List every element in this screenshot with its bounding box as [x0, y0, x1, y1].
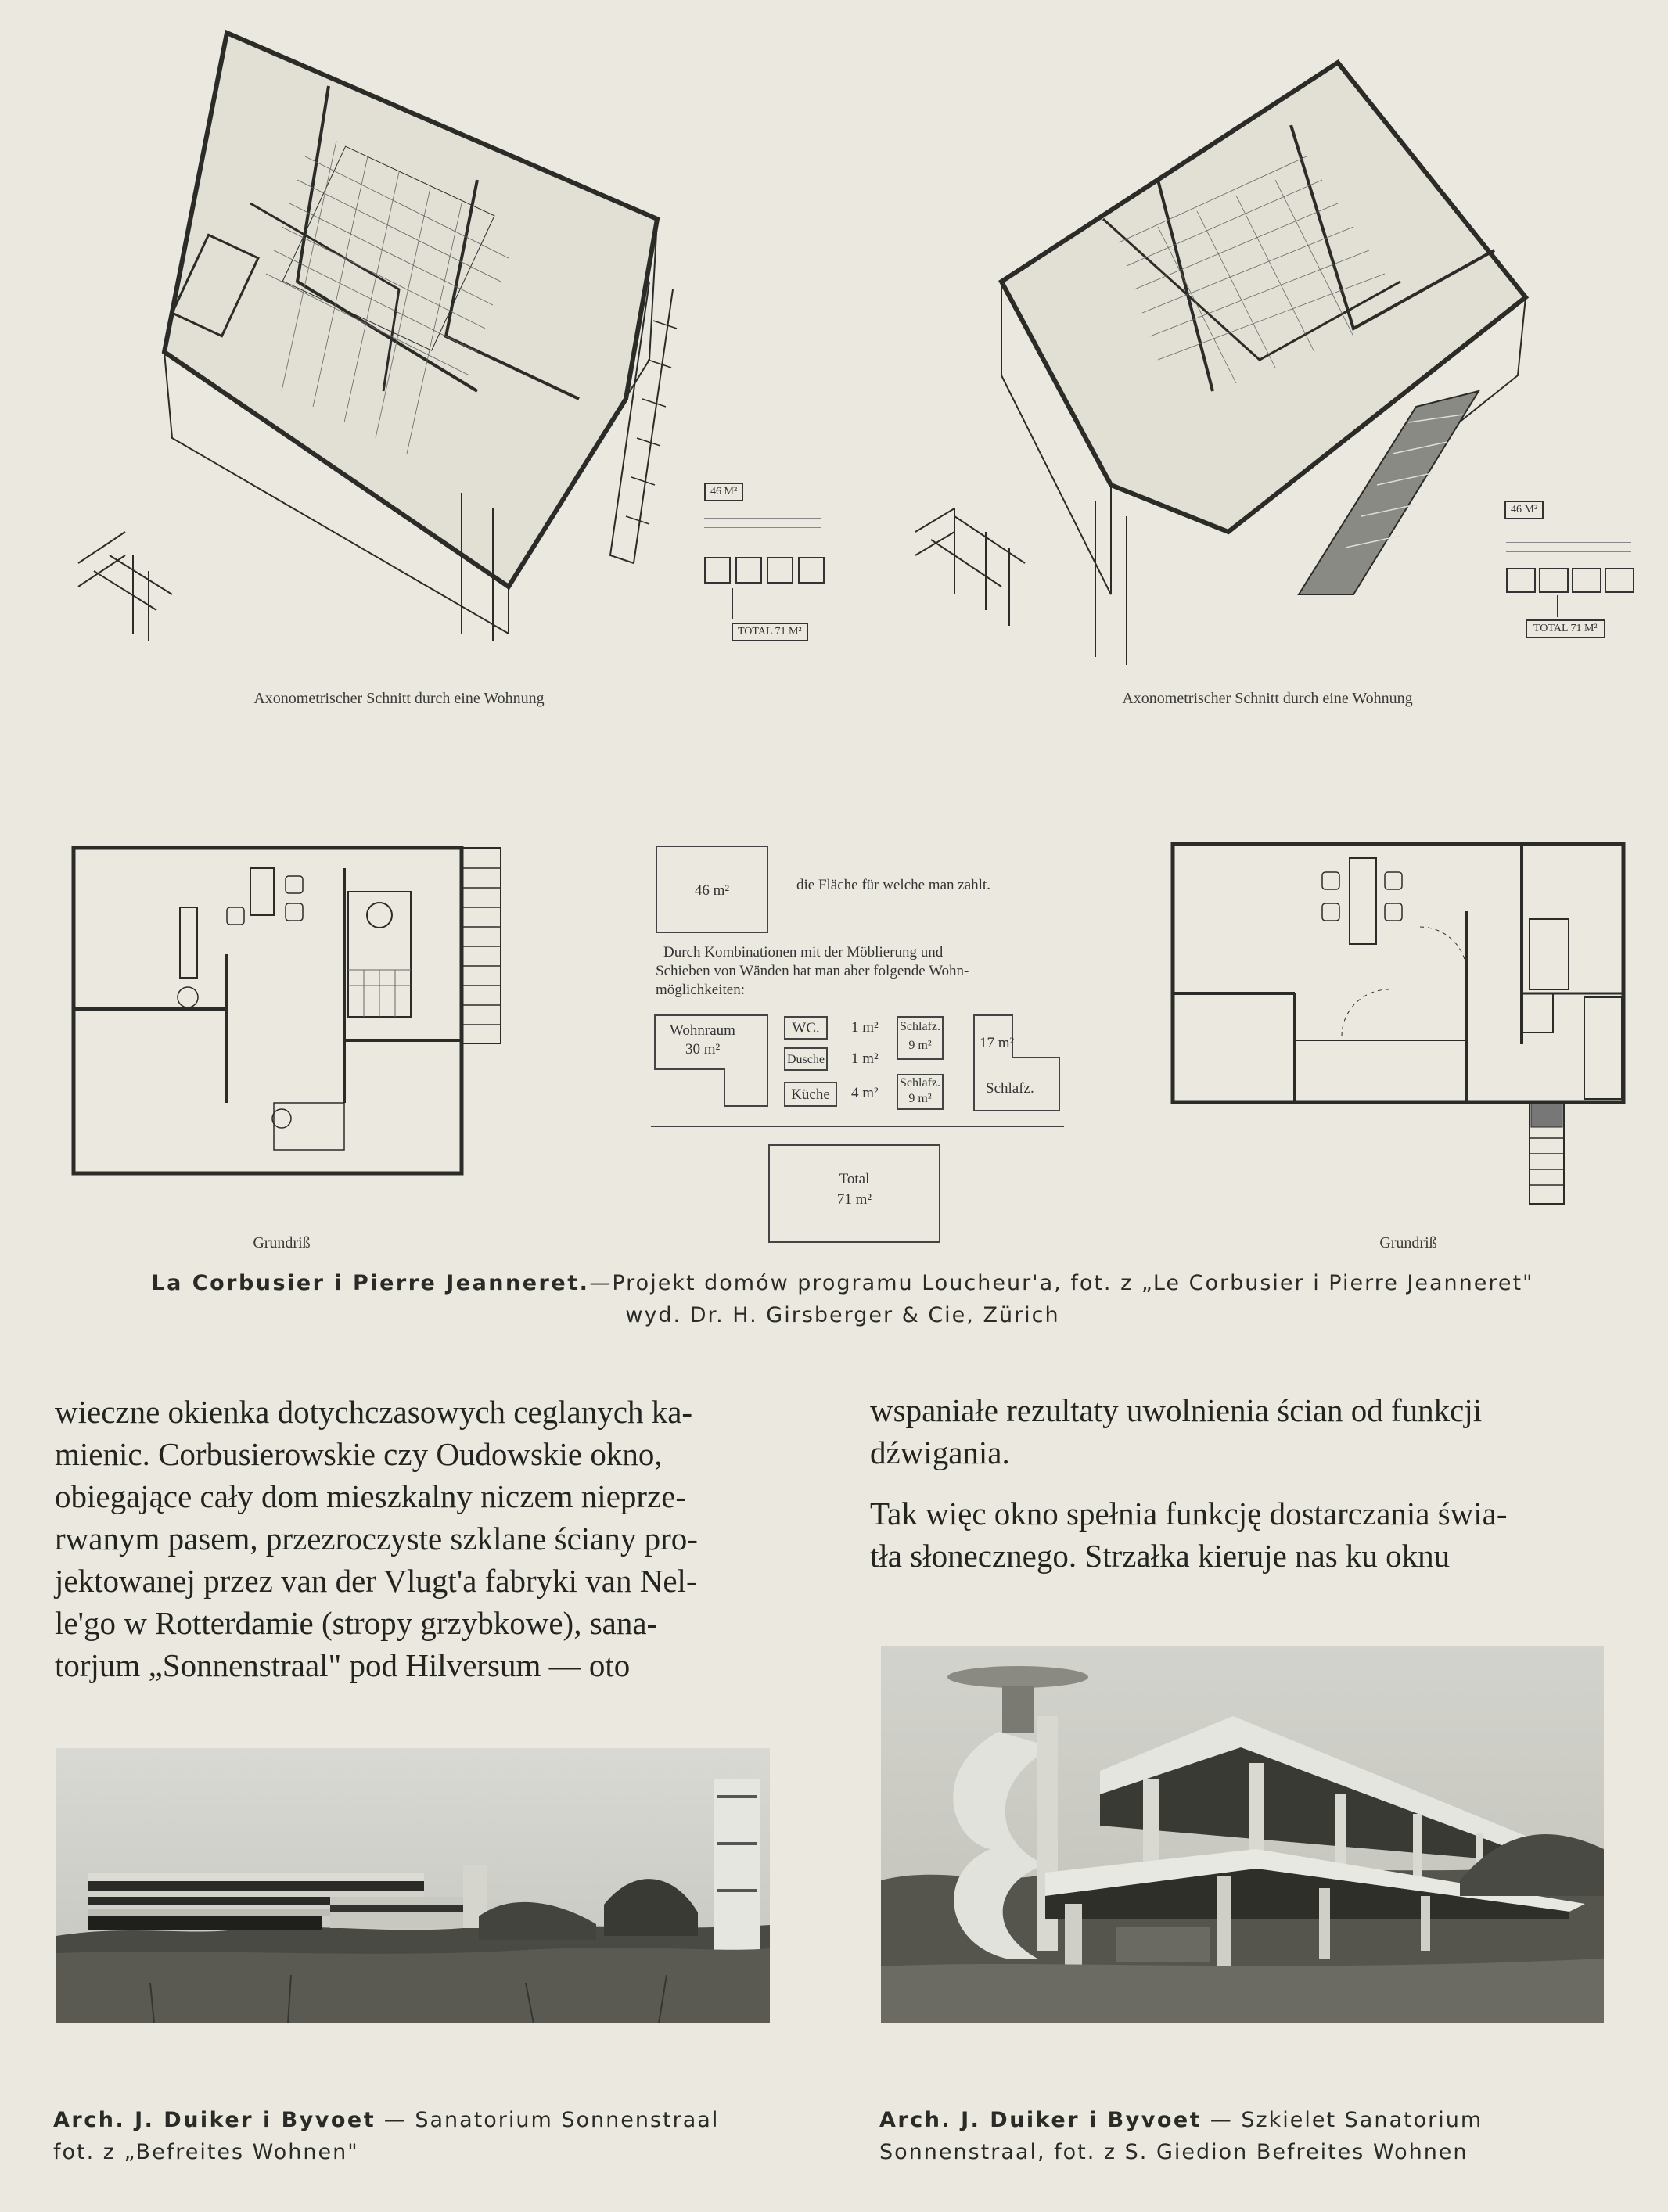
body-left-line: torjum „Sonnenstraal" pod Hilversum — oto — [55, 1647, 631, 1683]
room-17-label: 17 m² — [980, 1035, 1015, 1051]
floor-plan-right — [1170, 841, 1639, 1216]
body-right-line: dźwigania. — [870, 1435, 1010, 1470]
body-left-line: rwanym pasem, przezroczyste szklane ściany pro- — [55, 1521, 698, 1557]
wohnraum-label: Wohnraum — [670, 1022, 735, 1039]
paragraph-spacer — [870, 1474, 1605, 1492]
floor-plan-left — [70, 845, 509, 1181]
photo-sanatorium-exterior — [56, 1748, 770, 2023]
combination-text-line2: Schieben von Wänden hat man aber folgende Wohn- — [656, 963, 969, 979]
total-label: Total — [839, 1171, 870, 1187]
photo-caption-right-line2: Sonnenstraal, fot. z S. Giedion Befreites Wohnen — [879, 2140, 1468, 2164]
photo-caption-left-rest: — Sanatorium Sonnenstraal — [376, 2108, 720, 2132]
combination-text-line1: Durch Kombinationen mit der Möblierung und — [663, 944, 944, 961]
dusche-area: 1 m² — [851, 1050, 879, 1067]
plan-caption-left: Grundriß — [253, 1234, 311, 1251]
legend-total-right: TOTAL 71 M² — [1526, 619, 1605, 638]
paid-area-box: 46 m² — [656, 846, 768, 933]
axonometric-drawing-right — [900, 47, 1541, 673]
body-right-line: Tak więc okno spełnia funkcję dostarczania świa- — [870, 1496, 1508, 1532]
photo-caption-left-line2: fot. z „Befreites Wohnen" — [53, 2140, 359, 2164]
body-left-line: jektowanej przez van der Vlugt'a fabryki van Nel- — [55, 1563, 697, 1599]
photo-caption-right-line1 — [879, 2104, 1630, 2136]
photo-caption-right-authors: Arch. J. Duiker i Byvoet — [879, 2108, 1202, 2132]
legend-area-right: 46 M² — [1504, 501, 1544, 519]
photo-caption-right — [879, 2104, 1630, 2168]
body-left-line: obiegające cały dom mieszkalny niczem nieprze- — [55, 1478, 687, 1514]
main-caption-line1-rest: —Projekt domów programu Loucheur'a, fot. z „Le Corbusier i Pierre Jeanneret" — [589, 1271, 1534, 1295]
schlafz-1-box — [897, 1016, 944, 1060]
main-caption — [64, 1267, 1621, 1331]
total-box — [768, 1144, 940, 1243]
axo-caption-left: Axonometrischer Schnitt durch eine Wohnung — [253, 690, 545, 707]
schlafz-2-box — [897, 1074, 944, 1110]
plan-caption-right: Grundriß — [1379, 1234, 1437, 1251]
kuche-area: 4 m² — [851, 1085, 879, 1101]
axonometric-drawing-left — [70, 23, 712, 665]
body-left-line: le'go w Rotterdamie (stropy grzybkowe), sana- — [55, 1605, 658, 1641]
combination-text-line3: möglichkeiten: — [656, 982, 745, 998]
kuche-box: Küche — [784, 1082, 837, 1107]
body-right-line: wspaniałe rezultaty uwolnienia ścian od funkcji — [870, 1392, 1483, 1428]
photo-sanatorium-skeleton — [881, 1646, 1604, 2023]
area-table — [649, 841, 1072, 1208]
area-legend-left — [700, 479, 833, 659]
main-caption-line2: wyd. Dr. H. Girsberger & Cie, Zürich — [625, 1303, 1060, 1327]
schlafz-2-label: Schlafz. — [900, 1076, 940, 1090]
photo-caption-right-rest: — Szkielet Sanatorium — [1202, 2108, 1483, 2132]
body-text-left — [55, 1391, 790, 1686]
wc-area: 1 m² — [851, 1019, 879, 1036]
legend-total-left: TOTAL 71 M² — [732, 623, 808, 641]
schlafz-1-label: Schlafz. — [900, 1020, 940, 1033]
paid-area-note: die Fläche für welche man zahlt. — [796, 877, 990, 893]
axo-caption-right: Axonometrischer Schnitt durch eine Wohnung — [1122, 690, 1413, 707]
legend-area-left: 46 M² — [704, 483, 743, 501]
wohnraum-area: 30 m² — [685, 1041, 721, 1058]
body-text-right — [870, 1389, 1605, 1577]
body-left-line: wieczne okienka dotychczasowych ceglanych ka- — [55, 1394, 693, 1430]
wc-box: WC. — [784, 1016, 828, 1040]
body-left-line: mienic. Corbusierowskie czy Oudowskie okno, — [55, 1436, 663, 1472]
table-divider — [651, 1126, 1064, 1127]
total-value: 71 m² — [836, 1191, 872, 1208]
photo-caption-left-authors: Arch. J. Duiker i Byvoet — [53, 2108, 376, 2132]
main-caption-line1 — [64, 1267, 1621, 1299]
dusche-box: Dusche — [784, 1047, 828, 1071]
photo-caption-left-line1 — [53, 2104, 804, 2136]
schlafz-1-area: 9 m² — [908, 1039, 932, 1052]
body-right-line: tła słonecznego. Strzałka kieruje nas ku oknu — [870, 1538, 1451, 1574]
photo-caption-left — [53, 2104, 804, 2168]
area-legend-right — [1502, 497, 1643, 654]
schlafz-3-label: Schlafz. — [986, 1080, 1034, 1097]
schlafz-2-area: 9 m² — [908, 1092, 932, 1105]
main-caption-authors: La Corbusier i Pierre Jeanneret. — [151, 1271, 590, 1295]
